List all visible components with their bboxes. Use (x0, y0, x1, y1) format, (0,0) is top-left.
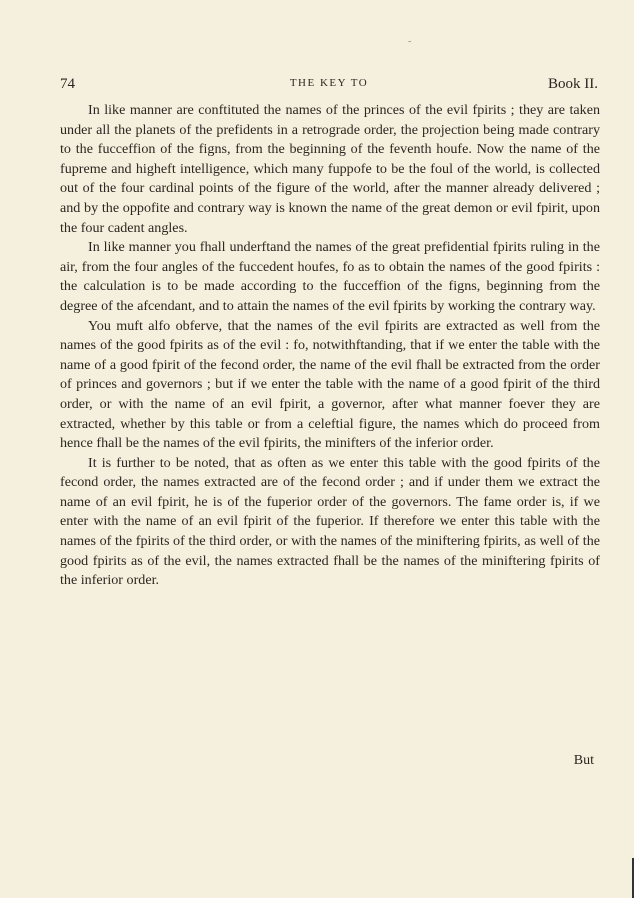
paragraph: You muft alfo obferve, that the names of the evil fpirits are extracted as well from the names of the good fpirits as of the evil : fo, notwithftanding, that if we enter the table with the name of a good fpirit of the fecond order, the name of the evil fhall be extracted from the order of princes and governors ; but if we enter the table with the name of a good fpirit of the third order, or with the name of an evil fpirit, a governor, after what manner foever they are extracted, whether by this table or from a celeftial figure, the names which do proceed from hence fhall be the names of the evil fpirits, the minifters of the inferior order. (60, 317, 600, 452)
running-header (60, 76, 598, 96)
page-body (60, 101, 600, 591)
page-number: 74 (60, 76, 75, 92)
paragraph: It is further to be noted, that as often as we enter this table with the good fpirits of the fecond order, the names extracted are of the fecond order ; and if under them we extract the name of an evil fpirit, he is of the fuperior order of the governors. The fame order is, if we enter with the name of an evil fpirit of the fuperior. If therefore we enter this table with the names of the fpirits of the third order, or with the names of the miniftering fpirits, as well of the good fpirits as of the evil, the names extracted fhall be the names of the miniftering fpirits of the inferior order. (60, 454, 600, 589)
running-title: THE KEY TO (289, 77, 369, 89)
stray-mark: ˜ (408, 40, 412, 51)
catchword: But (573, 753, 594, 768)
paragraph: In like manner are conftituted the names of the princes of the evil fpirits ; they are taken under all the planets of the prefidents in a retrograde order, the projection being made contrary to the fucceffion of the figns, from the beginning of the feventh houfe. Now the name of the fupreme and higheft intelligence, which many fuppofe to be the foul of the world, is collected out of the four cardinal points of the figure of the world, after the manner already delivered ; and by the oppofite and contrary way is known the name of the great demon or evil fpirit, upon the four cadent angles. (60, 102, 600, 236)
paragraph: In like manner you fhall underftand the names of the great prefidential fpirits ruling in the air, from the four angles of the fuccedent houfes, fo as to obtain the names of the good fpirits : the calculation is to be made according to the fucceffion of the figns, beginning from the degree of the afcendant, and to attain the names of the evil fpirits by working the contrary way. (60, 239, 600, 314)
book-label: Book II. (548, 76, 598, 92)
